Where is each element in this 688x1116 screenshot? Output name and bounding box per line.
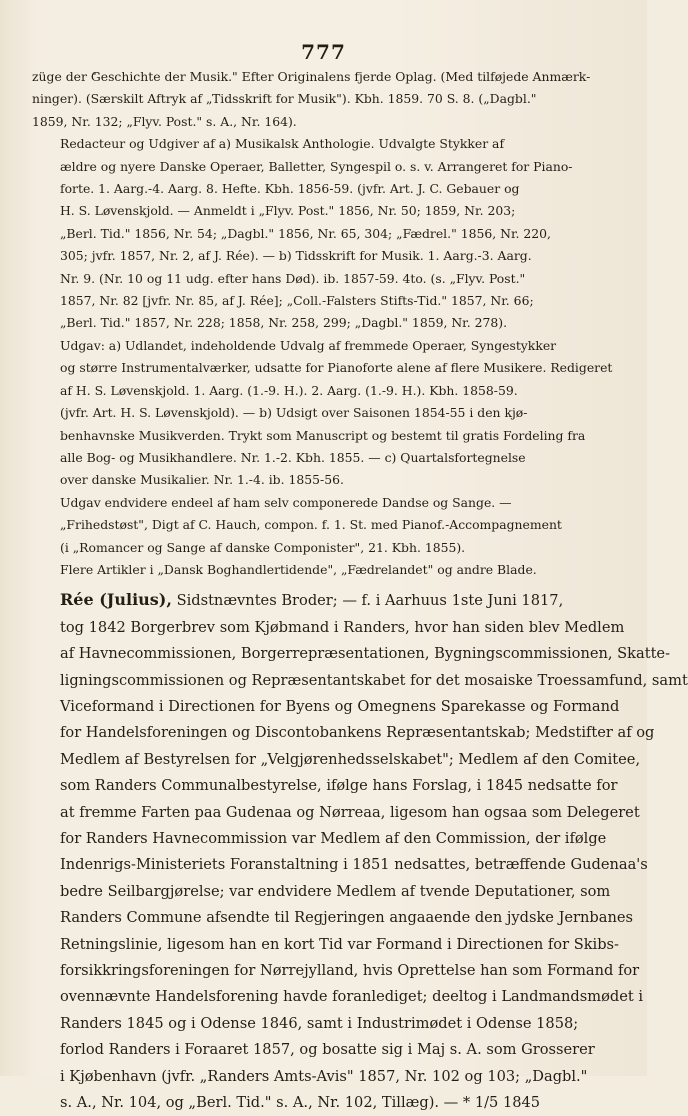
text-line: H. S. Løvenskjold. — Anmeldt i „Flyv. Post." 1856, Nr. 50; 1859, Nr. 203; bbox=[60, 203, 516, 219]
entry-line: af Havnecommissionen, Borgerrepræsentationen, Bygningscommissionen, Skatte- bbox=[60, 645, 671, 663]
text-line: forte. 1. Aarg.-4. Aarg. 8. Hefte. Kbh. 1856-59. (jvfr. Art. J. C. Gebauer og bbox=[60, 181, 520, 197]
entry-line: Randers Commune afsendte til Regjeringen angaaende den jydske Jernbanes bbox=[60, 909, 634, 927]
text-line: 1859, Nr. 132; „Flyv. Post." s. A., Nr. 164). bbox=[32, 113, 297, 129]
entry-name: Rée (Julius), bbox=[60, 590, 172, 610]
text-line: (jvfr. Art. H. S. Løvenskjold). — b) Udsigt over Saisonen 1854-55 i den kjø- bbox=[60, 405, 528, 421]
text-line: Nr. 9. (Nr. 10 og 11 udg. efter hans Død). ib. 1857-59. 4to. (s. „Flyv. Post." bbox=[60, 270, 526, 286]
page-text bbox=[32, 66, 688, 1116]
text-line: Redacteur og Udgiver af a) Musikalsk Anthologie. Udvalgte Stykker af bbox=[60, 136, 505, 152]
entry-line: i Kjøbenhavn (jvfr. „Randers Amts-Avis" 1857, Nr. 102 og 103; „Dagbl." bbox=[60, 1067, 588, 1085]
text-line: „Berl. Tid." 1856, Nr. 54; „Dagbl." 1856, Nr. 65, 304; „Fædrel." 1856, Nr. 220, bbox=[60, 225, 551, 241]
text-line: ældre og nyere Danske Operaer, Balletter, Syngespil o. s. v. Arrangeret for Piano- bbox=[60, 158, 573, 174]
entry-line: forsikkringsforeningen for Nørrejylland, hvis Oprettelse han som Formand for bbox=[60, 962, 640, 980]
text-line: alle Bog- og Musikhandlere. Nr. 1.-2. Kbh. 1855. — c) Quartalsfortegnelse bbox=[60, 449, 526, 465]
entry-first-line bbox=[32, 587, 616, 614]
text-line: 305; jvfr. 1857, Nr. 2, af J. Rée). — b) Tidsskrift for Musik. 1. Aarg.-3. Aarg. bbox=[60, 248, 532, 264]
entry-line: Randers 1845 og i Odense 1846, samt i Industrimødet i Odense 1858; bbox=[60, 1014, 579, 1032]
text-line: (i „Romancer og Sange af danske Componister", 21. Kbh. 1855). bbox=[60, 539, 466, 555]
entry-line: Viceformand i Directionen for Byens og Omegnens Sparekasse og Formand bbox=[60, 697, 620, 715]
text-line: züge der Geschichte der Musik." Efter Originalens fjerde Oplag. (Med tilføjede Anmærk- bbox=[32, 69, 591, 84]
text-line: Flere Artikler i „Dansk Boghandlertidende", „Fædrelandet" og andre Blade. bbox=[60, 561, 537, 577]
small-paragraph bbox=[32, 559, 616, 581]
small-paragraph bbox=[32, 335, 616, 492]
entry-line: for Handelsforeningen og Discontobankens Repræsentantskab; Medstifter af og bbox=[60, 724, 655, 742]
entry-line: Indenrigs-Ministeriets Foranstaltning i 1851 nedsattes, betræffende Gudenaa's bbox=[60, 856, 648, 874]
text-line: „Frihedstøst", Digt af C. Hauch, compon. f. 1. St. med Pianof.-Accompagnement bbox=[60, 517, 562, 533]
biography-entry bbox=[32, 587, 688, 1116]
entry-paragraph bbox=[32, 587, 688, 1116]
text-line: over danske Musikalier. Nr. 1.-4. ib. 1855-56. bbox=[60, 472, 344, 488]
text-line: ninger). (Særskilt Aftryk af „Tidsskrift for Musik"). Kbh. 1859. 70 S. 8. („Dagbl." bbox=[32, 91, 537, 107]
text-line: af H. S. Løvenskjold. 1. Aarg. (1.-9. H.). 2. Aarg. (1.-9. H.). Kbh. 1858-59. bbox=[60, 382, 518, 398]
text-line: benhavnske Musikverden. Trykt som Manuscript og bestemt til gratis Fordeling fra bbox=[60, 427, 586, 443]
entry-first-line-text: Sidstnævntes Broder; — f. i Aarhuus 1ste Juni 1817, bbox=[171, 592, 564, 610]
entry-line: at fremme Farten paa Gudenaa og Nørreaa, ligesom han ogsaa som Delegeret bbox=[60, 803, 640, 821]
text-line: og større Instrumentalværker, udsatte for Pianoforte alene af flere Musikere. Redigeret bbox=[60, 360, 613, 376]
text-line: Udgav endvidere endeel af ham selv componerede Dandse og Sange. — bbox=[60, 494, 512, 510]
text-line: „Berl. Tid." 1857, Nr. 228; 1858, Nr. 258, 299; „Dagbl." 1859, Nr. 278). bbox=[60, 315, 508, 331]
small-paragraph bbox=[32, 66, 616, 133]
entry-line: som Randers Communalbestyrelse, ifølge hans Forslag, i 1845 nedsatte for bbox=[60, 777, 618, 795]
entry-line: for Randers Havnecommission var Medlem af den Commission, der ifølge bbox=[60, 830, 607, 847]
entry-line: tog 1842 Borgerbrev som Kjøbmand i Randers, hvor han siden blev Medlem bbox=[60, 618, 625, 636]
entry-line: Retningslinie, ligesom han en kort Tid var Formand i Directionen for Skibs- bbox=[60, 935, 619, 953]
small-paragraph bbox=[32, 133, 616, 335]
text-line: Udgav: a) Udlandet, indeholdende Udvalg af fremmede Operaer, Syngestykker bbox=[60, 337, 557, 353]
entry-line: forlod Randers i Foraaret 1857, og bosatte sig i Maj s. A. som Grosserer bbox=[60, 1041, 595, 1059]
entry-line: s. A., Nr. 104, og „Berl. Tid." s. A., Nr. 102, Tillæg). — * 1/5 1845 bbox=[60, 1094, 541, 1112]
entry-line: Medlem af Bestyrelsen for „Velgjørenhedsselskabet"; Medlem af den Comitee, bbox=[60, 750, 641, 768]
text-line: 1857, Nr. 82 [jvfr. Nr. 85, af J. Rée]; „Coll.-Falsters Stifts-Tid." 1857, Nr. 66; bbox=[60, 293, 534, 309]
small-print-section bbox=[32, 66, 616, 581]
entry-line: bedre Seilbargjørelse; var endvidere Medlem af tvende Deputationer, som bbox=[60, 882, 611, 900]
page-number: 777 bbox=[301, 40, 346, 64]
entry-line: ovennævnte Handelsforening havde foranlediget; deeltog i Landmandsmødet i bbox=[60, 988, 644, 1006]
small-paragraph bbox=[32, 492, 616, 559]
entry-line: ligningscommissionen og Repræsentantskabet for det mosaiske Troessamfund, samt bbox=[60, 671, 688, 689]
